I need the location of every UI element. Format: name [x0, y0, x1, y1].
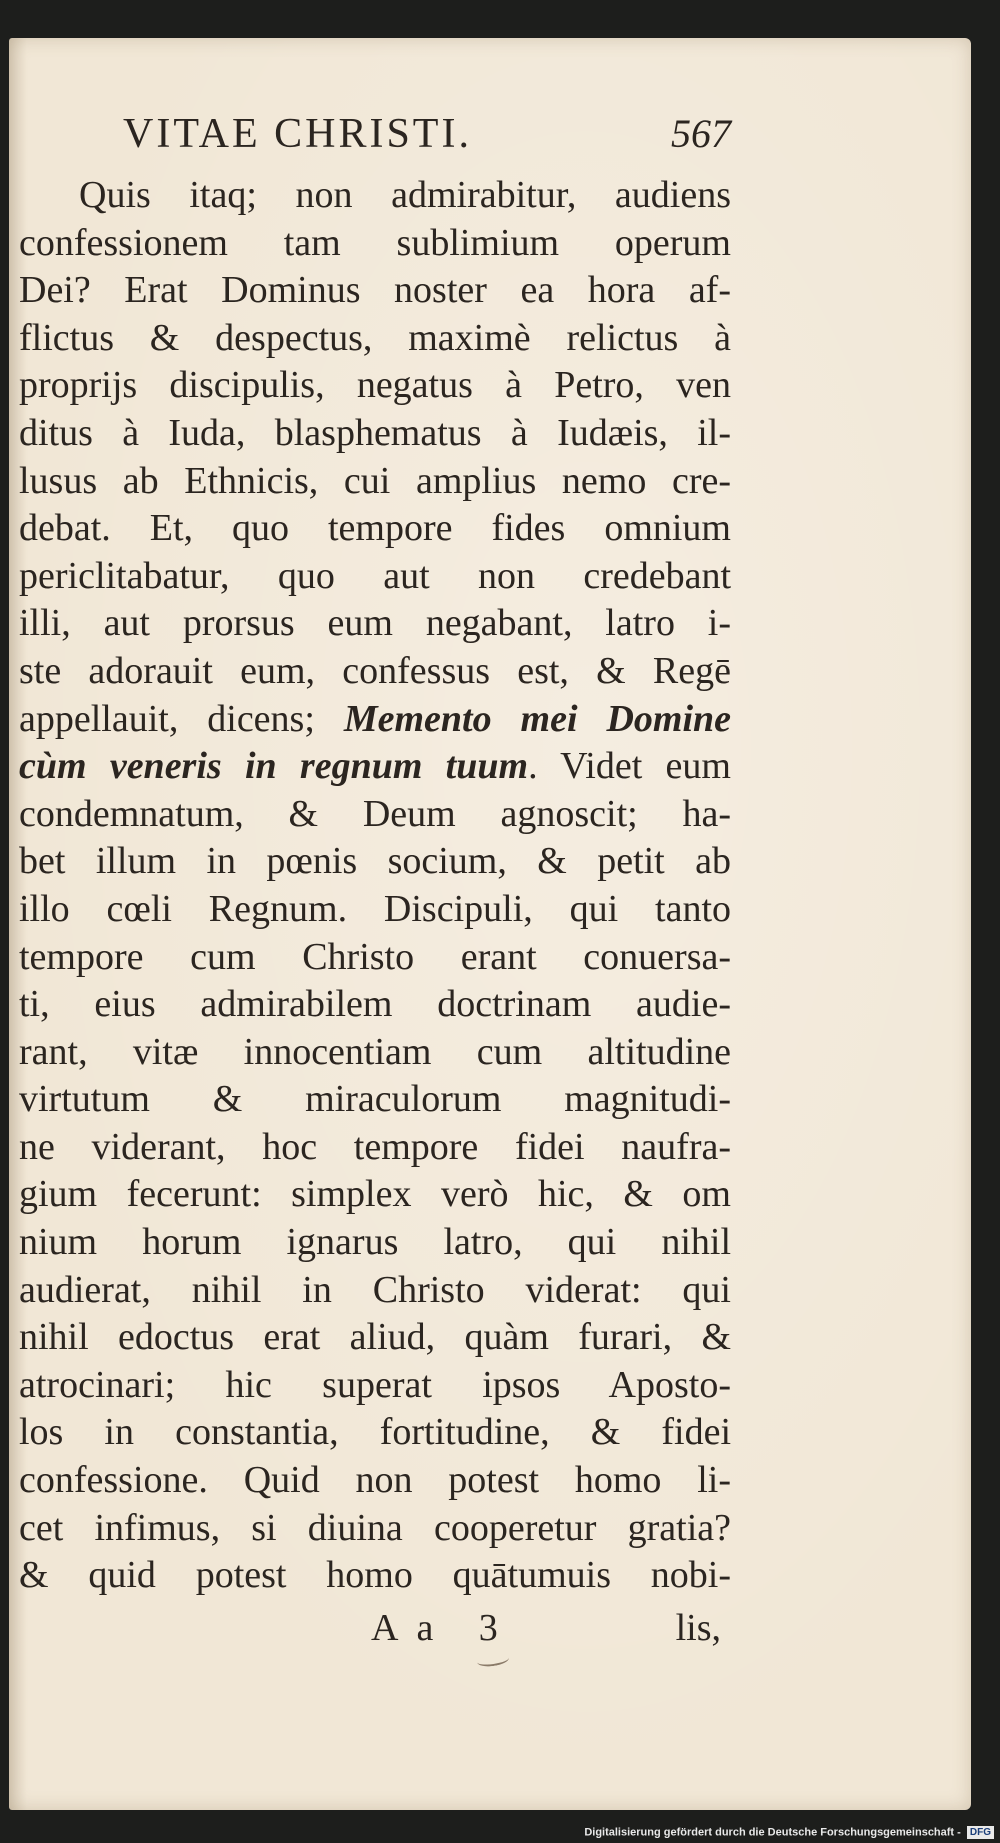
- text-line: bet illum in pœnis socium, & petit ab: [19, 840, 731, 883]
- text-line: periclitabatur, quo aut non credebant: [19, 554, 731, 597]
- text-line: illi, aut prorsus eum negabant, latro i-: [19, 602, 731, 645]
- text-line: rant, vitæ innocentiam cum altitudine: [19, 1030, 731, 1073]
- signature-mark: Aa 3: [371, 1606, 516, 1649]
- text-line: tempore cum Christo erant conuersa-: [19, 935, 731, 978]
- text-line: lusus ab Ethnicis, cui amplius nemo cre-: [19, 459, 731, 502]
- text-line: flictus & despectus, maximè relictus à: [19, 316, 731, 359]
- text-line: ditus à Iuda, blasphematus à Iudæis, il-: [19, 411, 731, 454]
- text-line: cet infimus, si diuina cooperetur gratia?: [19, 1506, 731, 1549]
- text-line-with-italic: appellauit, dicens; Memento mei Domine: [19, 697, 731, 740]
- text-block: [19, 110, 731, 1660]
- text-line: debat. Et, quo tempore fides omnium: [19, 507, 731, 550]
- digitization-credit: [584, 1826, 994, 1839]
- text-line: nihil edoctus erat aliud, quàm furari, &: [19, 1316, 731, 1359]
- text-line: condemnatum, & Deum agnoscit; ha-: [19, 792, 731, 835]
- running-title: VITAE CHRISTI.: [123, 111, 472, 157]
- text-line: virtutum & miraculorum magnitudi-: [19, 1078, 731, 1121]
- text-line: & quid potest homo quātumuis nobi-: [19, 1554, 731, 1597]
- text-line: ti, eius admirabilem doctrinam audie-: [19, 983, 731, 1026]
- text-line: audierat, nihil in Christo viderat: qui: [19, 1268, 731, 1311]
- running-head: [19, 110, 731, 172]
- catchword: lis,: [675, 1606, 721, 1649]
- credit-text: Digitalisierung gefördert durch die Deutsche Forschungsgemeinschaft -: [584, 1826, 961, 1839]
- text-line: nium horum ignarus latro, qui nihil: [19, 1221, 731, 1264]
- italic-quotation: cùm veneris in regnum tuum: [19, 745, 529, 788]
- text-line: confessione. Quid non potest homo li-: [19, 1459, 731, 1502]
- page-footer: [19, 1604, 731, 1660]
- italic-quotation: Memento mei Domine: [343, 697, 731, 740]
- text-line: los in constantia, fortitudine, & fidei: [19, 1411, 731, 1454]
- text-line: Quis itaq; non admirabitur, audiens: [79, 174, 731, 216]
- page-number: 567: [671, 111, 731, 156]
- text-line: ne viderant, hoc tempore fidei naufra-: [19, 1125, 731, 1168]
- paper-leaf: [9, 38, 971, 1810]
- text-line: ste adorauit eum, confessus est, & Regē: [19, 649, 731, 692]
- text-line-with-italic: cùm veneris in regnum tuum. Videt eum: [19, 745, 731, 788]
- text-line: illo cœli Regnum. Discipuli, qui tanto: [19, 887, 731, 930]
- text-line: gium fecerunt: simplex verò hic, & om: [19, 1173, 731, 1216]
- text-line: proprijs discipulis, negatus à Petro, ven: [19, 364, 731, 407]
- text-line: Dei? Erat Dominus noster ea hora af-: [19, 269, 731, 312]
- text-line: confessionem tam sublimium operum: [19, 221, 731, 264]
- dfg-logo: DFG: [967, 1826, 994, 1839]
- text-line: atrocinari; hic superat ipsos Aposto-: [19, 1363, 731, 1406]
